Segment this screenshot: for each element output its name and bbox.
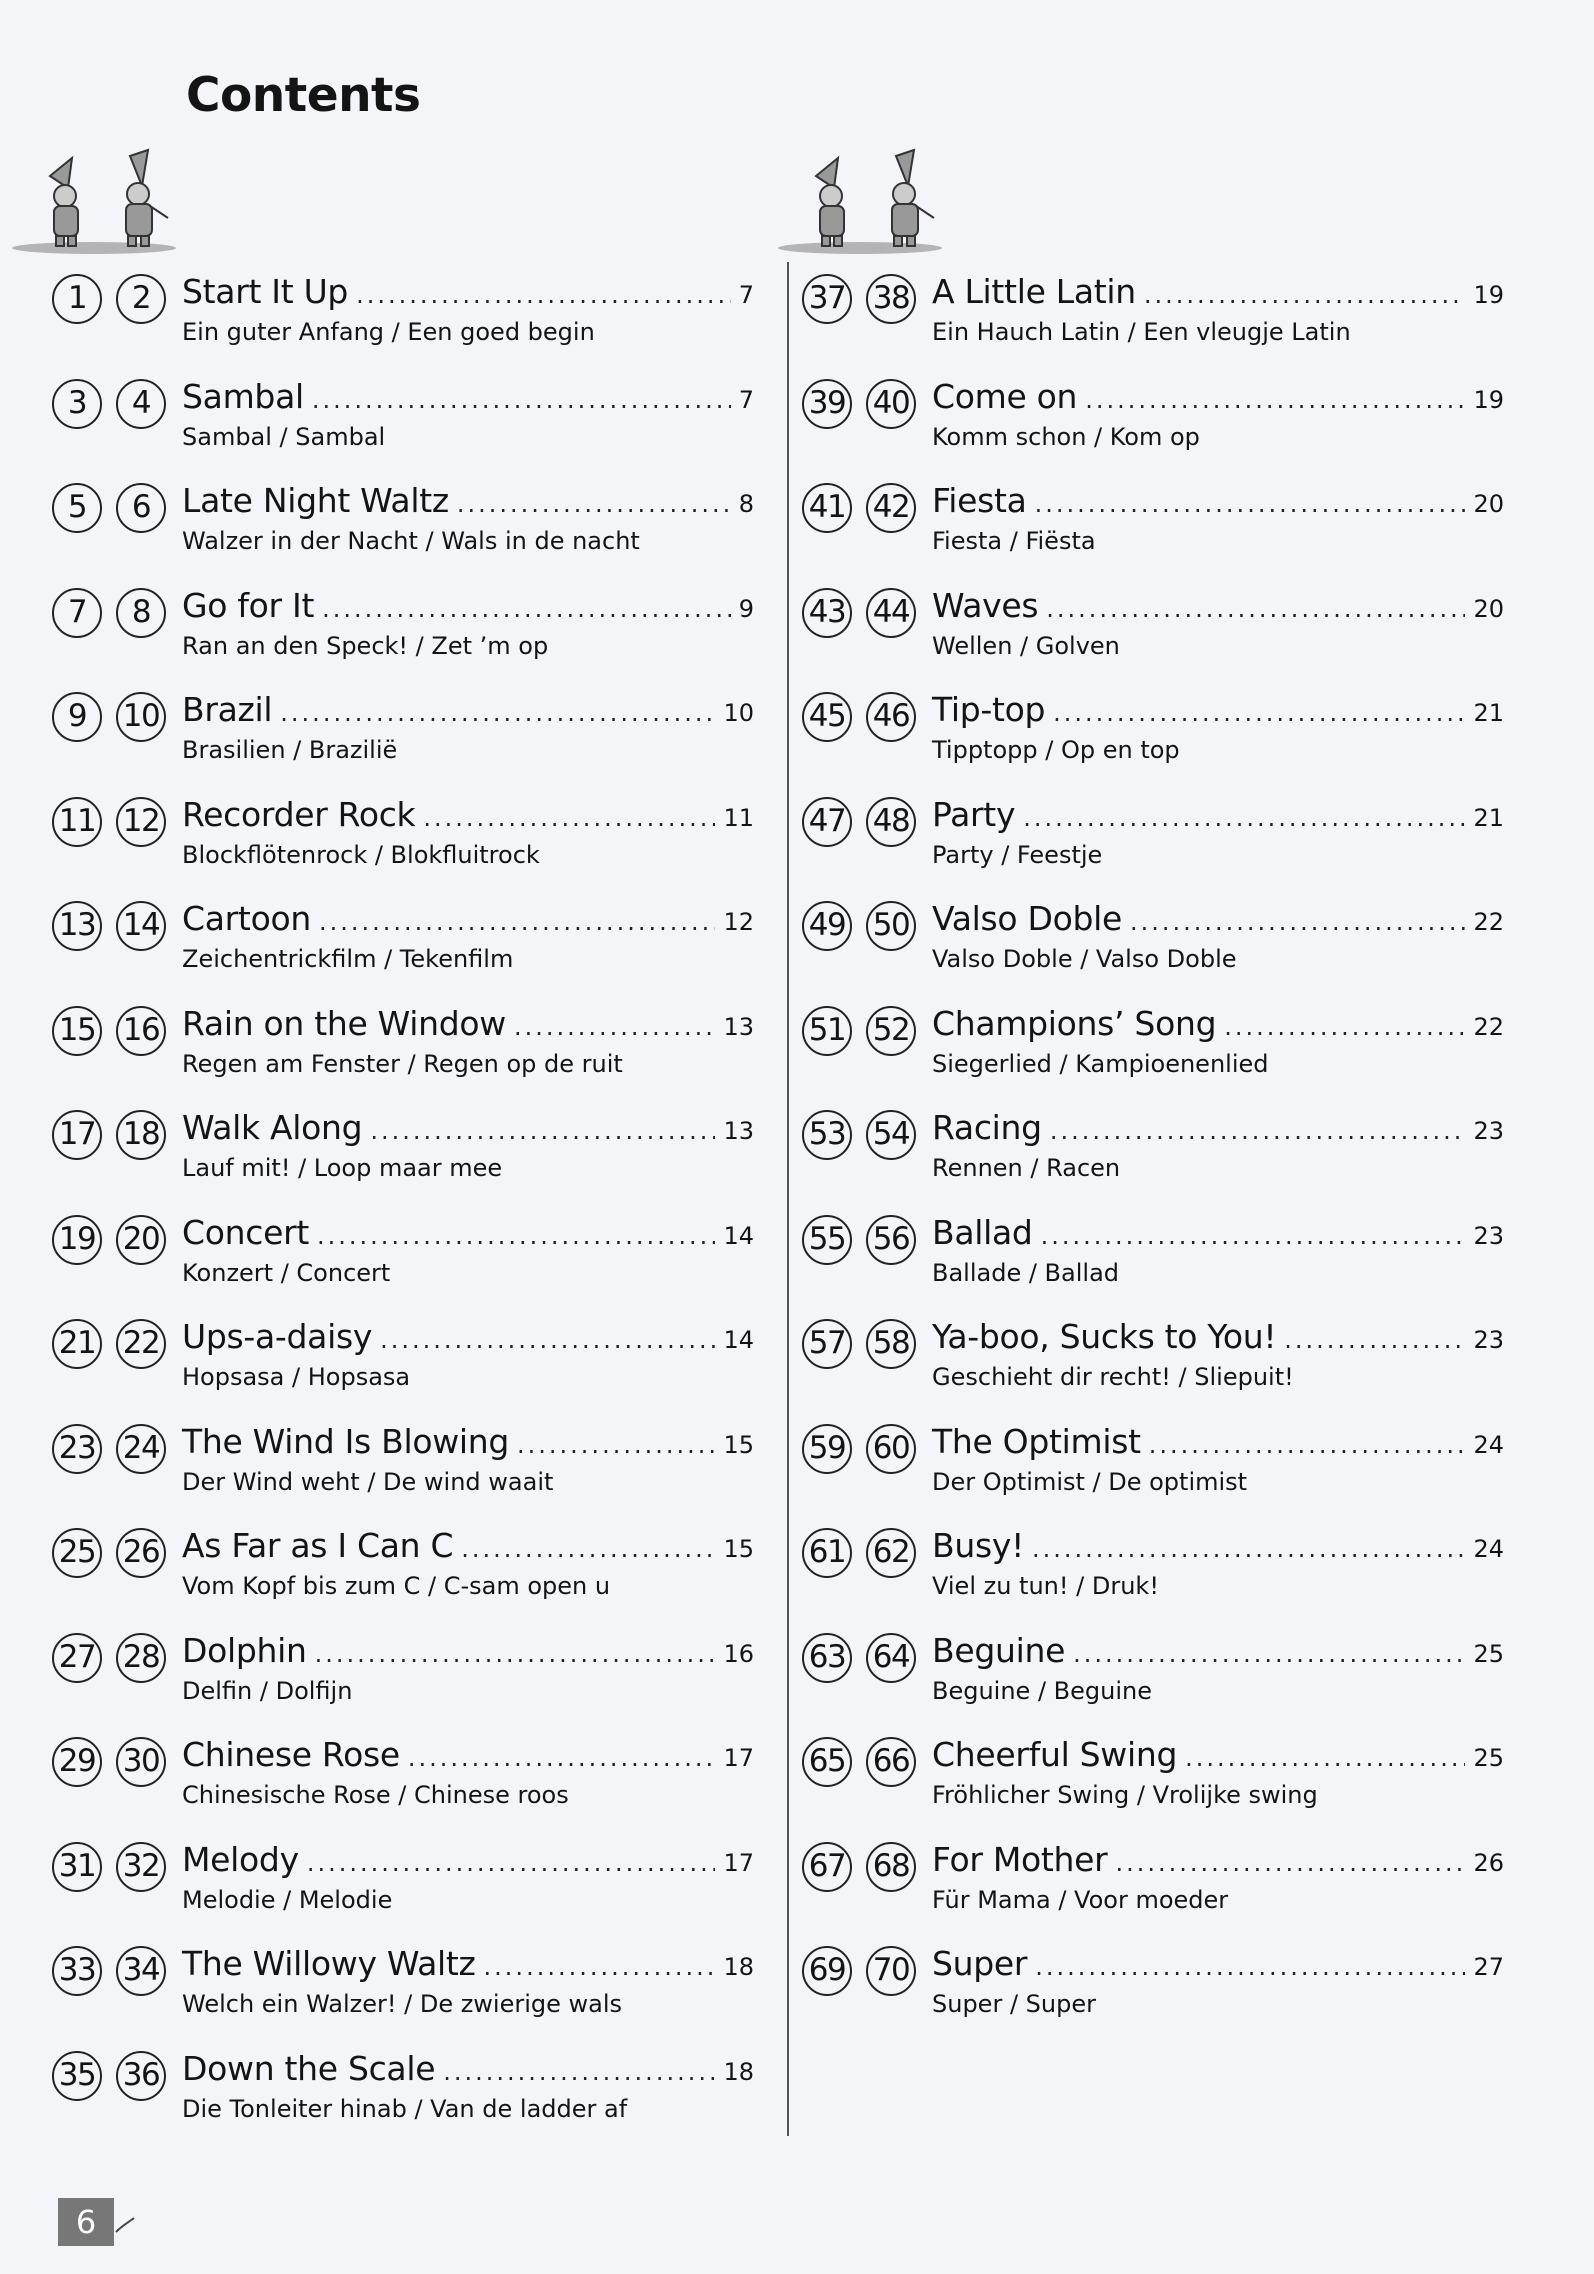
song-title: Racing [932, 1108, 1042, 1147]
toc-entry[interactable] [52, 586, 754, 682]
track-number-badge: 40 [866, 379, 916, 429]
track-number-badge: 53 [802, 1110, 852, 1160]
toc-entry[interactable] [802, 481, 1504, 577]
toc-title-line [932, 1108, 1504, 1147]
dot-leader [1023, 804, 1465, 832]
track-number-badge: 2 [116, 274, 166, 324]
song-title: Start It Up [182, 272, 349, 311]
toc-title-line [182, 1735, 754, 1774]
track-number-badge: 25 [52, 1528, 102, 1578]
page-reference: 8 [738, 490, 754, 518]
track-number-badge: 13 [52, 901, 102, 951]
song-title: Beguine [932, 1630, 1066, 1670]
song-subtitle: Zeichentrickfilm / Tekenfilm [182, 945, 514, 973]
toc-title-line [182, 1631, 754, 1670]
song-title: Down the Scale [182, 2048, 436, 2088]
leaf-ornament-icon [114, 2212, 138, 2236]
dot-leader [1035, 1953, 1465, 1981]
song-title: Recorder Rock [182, 794, 416, 834]
track-number-badge: 45 [802, 692, 852, 742]
dot-leader [1130, 908, 1465, 936]
toc-entry[interactable] [52, 1213, 754, 1309]
toc-entry[interactable] [52, 1004, 754, 1100]
toc-entry[interactable] [802, 586, 1504, 682]
track-number-badge: 33 [52, 1946, 102, 1996]
page-reference: 19 [1473, 385, 1504, 414]
song-subtitle: Ein Hauch Latin / Een vleugje Latin [932, 318, 1351, 346]
song-subtitle: Geschieht dir recht! / Sliepuit! [932, 1363, 1294, 1391]
page-reference: 12 [723, 908, 754, 936]
toc-title-line [182, 1944, 754, 1983]
track-number-badge: 46 [866, 692, 916, 742]
toc-title-line [932, 586, 1504, 625]
track-number-badge: 15 [52, 1006, 102, 1056]
song-subtitle: Ballade / Ballad [932, 1258, 1120, 1287]
dot-leader [423, 804, 715, 832]
track-number-badge: 54 [866, 1110, 916, 1160]
track-number-badge: 38 [866, 274, 916, 324]
track-number-badge: 24 [116, 1424, 166, 1474]
toc-entry[interactable] [802, 795, 1504, 891]
toc-title-line [182, 1422, 754, 1461]
toc-entry[interactable] [802, 1213, 1504, 1309]
song-title: For Mother [932, 1839, 1108, 1879]
song-title: Rain on the Window [182, 1003, 506, 1043]
toc-title-line [932, 1526, 1504, 1565]
page-reference: 22 [1473, 1012, 1504, 1041]
track-number-badge: 44 [866, 588, 916, 638]
dot-leader [1073, 1640, 1465, 1668]
toc-entry[interactable] [802, 1735, 1504, 1831]
page-reference: 17 [723, 1848, 754, 1877]
track-number-badge: 7 [52, 588, 102, 638]
page-reference: 23 [1473, 1117, 1504, 1145]
page-reference: 21 [1473, 803, 1504, 832]
song-subtitle: Brasilien / Brazilië [182, 736, 398, 764]
track-number-badge: 29 [52, 1737, 102, 1787]
dot-leader [317, 1222, 715, 1250]
song-subtitle: Wellen / Golven [932, 631, 1120, 660]
song-subtitle: Viel zu tun! / Druk! [932, 1572, 1159, 1600]
track-number-badge: 22 [116, 1319, 166, 1369]
page-reference: 26 [1473, 1848, 1504, 1877]
track-number-badge: 32 [116, 1842, 166, 1892]
song-title: The Optimist [932, 1421, 1141, 1461]
dot-leader [514, 1013, 715, 1041]
song-subtitle: Fröhlicher Swing / Vrolijke swing [932, 1781, 1318, 1809]
song-title: Late Night Waltz [182, 481, 449, 520]
track-number-badge: 19 [52, 1215, 102, 1265]
page-reference: 9 [738, 594, 754, 623]
track-number-badge: 69 [802, 1946, 852, 1996]
dot-leader [1284, 1326, 1465, 1354]
track-number-badge: 65 [802, 1737, 852, 1787]
song-subtitle: Hopsasa / Hopsasa [182, 1363, 411, 1391]
track-number-badge: 30 [116, 1737, 166, 1787]
dot-leader [457, 490, 731, 518]
toc-title-line [932, 795, 1504, 834]
track-number-badge: 11 [52, 797, 102, 847]
track-number-badge: 64 [866, 1633, 916, 1683]
song-subtitle: Für Mama / Voor moeder [932, 1885, 1229, 1914]
track-number-badge: 61 [802, 1528, 852, 1578]
toc-entry[interactable] [802, 1317, 1504, 1413]
toc-title-line [932, 272, 1504, 311]
song-title: A Little Latin [932, 272, 1136, 311]
track-number-badge: 49 [802, 901, 852, 951]
song-subtitle: Blockflötenrock / Blokfluitrock [182, 840, 540, 869]
song-title: Come on [932, 376, 1078, 416]
song-subtitle: Chinesische Rose / Chinese roos [182, 1781, 569, 1809]
toc-entry[interactable] [802, 272, 1504, 368]
song-subtitle: Tipptopp / Op en top [932, 736, 1180, 764]
toc-entry[interactable] [52, 377, 754, 473]
song-subtitle: Lauf mit! / Loop maar mee [182, 1154, 503, 1182]
track-number-badge: 10 [116, 692, 166, 742]
song-title: Melody [182, 1839, 299, 1879]
dot-leader [1144, 281, 1466, 309]
page-reference: 25 [1473, 1744, 1504, 1772]
track-number-badge: 12 [116, 797, 166, 847]
page-reference: 7 [738, 385, 754, 414]
song-title: The Willowy Waltz [182, 1944, 476, 1983]
track-number-badge: 60 [866, 1424, 916, 1474]
track-number-badge: 39 [802, 379, 852, 429]
song-title: Busy! [932, 1526, 1025, 1565]
toc-entry[interactable] [52, 690, 754, 786]
toc-entry[interactable] [802, 690, 1504, 786]
toc-entry[interactable] [802, 1944, 1504, 2040]
song-title: Sambal [182, 376, 304, 416]
song-subtitle: Siegerlied / Kampioenenlied [932, 1049, 1269, 1078]
song-subtitle: Komm schon / Kom op [932, 422, 1200, 451]
toc-entry[interactable] [802, 1422, 1504, 1518]
toc-entry[interactable] [52, 1317, 754, 1413]
dot-leader [1053, 699, 1465, 727]
toc-entry[interactable] [52, 2049, 754, 2145]
toc-entry[interactable] [802, 1108, 1504, 1204]
page-reference: 14 [723, 1221, 754, 1250]
toc-entry[interactable] [52, 795, 754, 891]
dot-leader [1032, 1535, 1465, 1563]
dot-leader [370, 1117, 715, 1145]
toc-title-line [932, 899, 1504, 938]
song-title: Cartoon [182, 899, 311, 938]
song-title: Valso Doble [932, 899, 1122, 938]
toc-title-line [932, 690, 1504, 729]
toc-entry[interactable] [52, 1422, 754, 1518]
song-subtitle: Die Tonleiter hinab / Van de ladder af [182, 2094, 628, 2123]
toc-title-line [182, 1840, 754, 1879]
track-number-badge: 18 [116, 1110, 166, 1160]
song-subtitle: Vom Kopf bis zum C / C-sam open u [182, 1572, 611, 1600]
track-number-badge: 43 [802, 588, 852, 638]
song-title: Super [932, 1944, 1028, 1983]
dot-leader [307, 1849, 716, 1877]
toc-entry[interactable] [52, 1108, 754, 1204]
track-number-badge: 66 [866, 1737, 916, 1787]
toc-entry[interactable] [802, 1840, 1504, 1936]
dot-leader [280, 699, 715, 727]
song-subtitle: Ran an den Speck! / Zet ’m op [182, 631, 549, 660]
page-reference: 10 [723, 699, 754, 727]
toc-title-line [932, 1840, 1504, 1879]
page-reference: 13 [723, 1117, 754, 1145]
column-divider [787, 262, 789, 2136]
dot-leader [443, 2058, 715, 2086]
gnome-illustration-icon [776, 146, 944, 256]
toc-title-line [932, 1735, 1504, 1774]
toc-entry[interactable] [802, 1004, 1504, 1100]
page-reference: 23 [1473, 1221, 1504, 1250]
toc-title-line [182, 899, 754, 938]
track-number-badge: 56 [866, 1215, 916, 1265]
dot-leader [517, 1431, 715, 1459]
song-title: Walk Along [182, 1108, 363, 1147]
page-reference: 7 [738, 281, 754, 309]
dot-leader [319, 908, 715, 936]
track-number-badge: 27 [52, 1633, 102, 1683]
toc-title-line [932, 1944, 1504, 1983]
dot-leader [461, 1535, 715, 1563]
toc-entry[interactable] [802, 1526, 1504, 1622]
track-number-badge: 63 [802, 1633, 852, 1683]
toc-entry[interactable] [52, 899, 754, 995]
dot-leader [315, 1640, 716, 1668]
toc-entry[interactable] [52, 481, 754, 577]
track-number-badge: 68 [866, 1842, 916, 1892]
track-number-badge: 70 [866, 1946, 916, 1996]
track-number-badge: 14 [116, 901, 166, 951]
track-number-badge: 31 [52, 1842, 102, 1892]
track-number-badge: 9 [52, 692, 102, 742]
page-reference: 20 [1473, 490, 1504, 518]
toc-title-line [932, 1213, 1504, 1252]
toc-entry[interactable] [802, 377, 1504, 473]
track-number-badge: 16 [116, 1006, 166, 1056]
toc-title-line [182, 272, 754, 311]
song-title: Cheerful Swing [932, 1735, 1178, 1774]
toc-title-line [182, 1213, 754, 1252]
song-title: As Far as I Can C [182, 1526, 454, 1565]
track-number-badge: 52 [866, 1006, 916, 1056]
dot-leader [1149, 1431, 1466, 1459]
toc-title-line [932, 377, 1504, 416]
song-title: Go for It [182, 585, 315, 625]
track-number-badge: 28 [116, 1633, 166, 1683]
track-number-badge: 42 [866, 483, 916, 533]
song-title: Dolphin [182, 1630, 307, 1670]
page-reference: 22 [1473, 908, 1504, 936]
track-number-badge: 1 [52, 274, 102, 324]
track-number-badge: 23 [52, 1424, 102, 1474]
toc-title-line [182, 1526, 754, 1565]
song-subtitle: Ein guter Anfang / Een goed begin [182, 318, 595, 346]
toc-entry[interactable] [52, 1526, 754, 1622]
song-subtitle: Party / Feestje [932, 840, 1103, 869]
track-number-badge: 8 [116, 588, 166, 638]
toc-title-line [182, 690, 754, 729]
track-number-badge: 21 [52, 1319, 102, 1369]
page-title: Contents [186, 68, 421, 123]
page-reference: 18 [723, 1953, 754, 1981]
toc-title-line [932, 1631, 1504, 1670]
page-reference: 17 [723, 1744, 754, 1772]
track-number-badge: 57 [802, 1319, 852, 1369]
page-reference: 25 [1473, 1639, 1504, 1668]
dot-leader [1085, 386, 1465, 414]
page-reference: 20 [1473, 594, 1504, 623]
toc-title-line [932, 1422, 1504, 1461]
track-number-badge: 59 [802, 1424, 852, 1474]
track-number-badge: 58 [866, 1319, 916, 1369]
track-number-badge: 34 [116, 1946, 166, 1996]
toc-title-line [182, 1004, 754, 1043]
song-subtitle: Der Wind weht / De wind waait [182, 1467, 554, 1496]
track-number-badge: 3 [52, 379, 102, 429]
track-number-badge: 5 [52, 483, 102, 533]
page-reference: 19 [1473, 281, 1504, 309]
song-subtitle: Regen am Fenster / Regen op de ruit [182, 1049, 623, 1078]
song-title: Tip-top [932, 690, 1046, 729]
song-subtitle: Fiesta / Fiësta [932, 527, 1096, 555]
page-reference: 21 [1473, 699, 1504, 727]
track-number-badge: 51 [802, 1006, 852, 1056]
track-number-badge: 37 [802, 274, 852, 324]
track-number-badge: 50 [866, 901, 916, 951]
song-title: Brazil [182, 690, 273, 729]
song-subtitle: Sambal / Sambal [182, 422, 386, 451]
toc-entry[interactable] [52, 1840, 754, 1936]
song-subtitle: Melodie / Melodie [182, 1885, 393, 1914]
track-number-badge: 6 [116, 483, 166, 533]
dot-leader [380, 1326, 715, 1354]
gnome-illustration-icon [10, 146, 178, 256]
song-subtitle: Walzer in der Nacht / Wals in de nacht [182, 527, 640, 555]
track-number-badge: 35 [52, 2051, 102, 2101]
toc-title-line [182, 377, 754, 416]
toc-entry[interactable] [52, 1735, 754, 1831]
track-number-badge: 4 [116, 379, 166, 429]
toc-title-line [182, 2049, 754, 2088]
toc-entry[interactable] [52, 1631, 754, 1727]
track-number-badge: 67 [802, 1842, 852, 1892]
track-number-badge: 26 [116, 1528, 166, 1578]
toc-title-line [182, 1317, 754, 1356]
toc-entry[interactable] [802, 899, 1504, 995]
toc-title-line [932, 481, 1504, 520]
toc-title-line [182, 795, 754, 834]
toc-title-line [182, 1108, 754, 1147]
toc-entry[interactable] [802, 1631, 1504, 1727]
song-subtitle: Super / Super [932, 1990, 1096, 2018]
toc-title-line [932, 1004, 1504, 1043]
song-title: Waves [932, 585, 1039, 625]
page-reference: 27 [1473, 1953, 1504, 1981]
page-reference: 15 [723, 1430, 754, 1459]
song-subtitle: Konzert / Concert [182, 1258, 391, 1287]
track-number-badge: 62 [866, 1528, 916, 1578]
dot-leader [1035, 490, 1466, 518]
dot-leader [312, 386, 731, 414]
dot-leader [1224, 1013, 1465, 1041]
dot-leader [1050, 1117, 1466, 1145]
track-number-badge: 47 [802, 797, 852, 847]
song-subtitle: Welch ein Walzer! / De zwierige wals [182, 1990, 623, 2018]
dot-leader [1115, 1849, 1465, 1877]
song-title: Concert [182, 1212, 309, 1252]
page-reference: 18 [723, 2057, 754, 2086]
dot-leader [322, 595, 731, 623]
song-title: Chinese Rose [182, 1735, 400, 1774]
toc-title-line [932, 1317, 1504, 1356]
track-number-badge: 48 [866, 797, 916, 847]
song-subtitle: Delfin / Dolfijn [182, 1676, 353, 1705]
dot-leader [1185, 1744, 1465, 1772]
track-number-badge: 17 [52, 1110, 102, 1160]
song-title: Champions’ Song [932, 1003, 1217, 1043]
page-reference: 13 [723, 1012, 754, 1041]
toc-entry[interactable] [52, 272, 754, 368]
dot-leader [484, 1953, 716, 1981]
toc-title-line [182, 586, 754, 625]
song-title: Ballad [932, 1212, 1033, 1252]
track-number-badge: 55 [802, 1215, 852, 1265]
song-title: Ups-a-daisy [182, 1317, 373, 1356]
page-reference: 11 [723, 803, 754, 832]
song-title: Party [932, 794, 1016, 834]
page-reference: 23 [1473, 1326, 1504, 1354]
song-subtitle: Valso Doble / Valso Doble [932, 945, 1237, 973]
toc-entry[interactable] [52, 1944, 754, 2040]
page-reference: 24 [1473, 1430, 1504, 1459]
track-number-badge: 41 [802, 483, 852, 533]
song-subtitle: Rennen / Racen [932, 1154, 1121, 1182]
page-number: 6 [58, 2198, 114, 2246]
page-reference: 24 [1473, 1535, 1504, 1563]
dot-leader [356, 281, 731, 309]
page-reference: 15 [723, 1535, 754, 1563]
dot-leader [1041, 1222, 1466, 1250]
page-reference: 16 [723, 1639, 754, 1668]
track-number-badge: 36 [116, 2051, 166, 2101]
song-title: Fiesta [932, 481, 1027, 520]
toc-title-line [182, 481, 754, 520]
track-number-badge: 20 [116, 1215, 166, 1265]
song-title: The Wind Is Blowing [182, 1421, 510, 1461]
dot-leader [408, 1744, 716, 1772]
song-subtitle: Der Optimist / De optimist [932, 1467, 1248, 1496]
song-title: Ya-boo, Sucks to You! [932, 1317, 1277, 1356]
song-subtitle: Beguine / Beguine [932, 1676, 1152, 1705]
dot-leader [1046, 595, 1465, 623]
page-reference: 14 [723, 1326, 754, 1354]
